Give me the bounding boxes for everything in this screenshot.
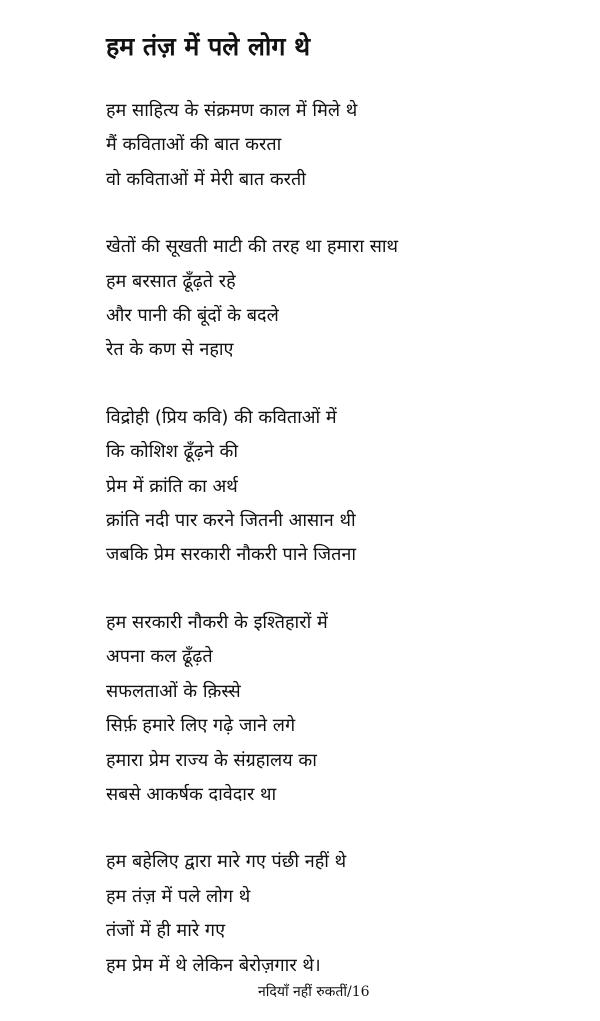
stanza-2: [106, 230, 576, 368]
poem-line: वो कविताओं में मेरी बात करती: [106, 168, 306, 190]
stanza-3: [106, 401, 576, 573]
poem-line: हम बहेलिए द्वारा मारे गए पंछी नहीं थे: [106, 851, 347, 873]
poem-line: कि कोशिश ढूँढ़ने की: [106, 441, 239, 463]
poem-line: सबसे आकर्षक दावेदार था: [106, 783, 277, 805]
poem-body: [106, 94, 576, 1016]
poem-line: अपना कल ढूँढ़ते: [106, 646, 213, 668]
poem-line: प्रेम में क्रांति का अर्थ: [106, 475, 238, 497]
poem-line: रेत के कण से नहाए: [106, 339, 234, 361]
poem-line: हम बरसात ढूँढ़ते रहे: [106, 270, 236, 292]
poem-line: तंजों में ही मारे गए: [106, 920, 226, 942]
page-footer: नदियाँ नहीं रुकतीं/16: [258, 984, 370, 1000]
poem-line: सफलताओं के क़िस्से: [106, 680, 241, 702]
poem-line: विद्रोही (प्रिय कवि) की कविताओं में: [106, 406, 337, 428]
poem-title: हम तंज़ में पले लोग थे: [106, 32, 311, 61]
stanza-5: [106, 845, 576, 983]
stanza-4: [106, 606, 576, 812]
poem-line: हम तंज़ में पले लोग थे: [106, 885, 251, 907]
poem-line: सिर्फ़ हमारे लिए गढ़े जाने लगे: [106, 715, 296, 737]
poem-line: खेतों की सूखती माटी की तरह था हमारा साथ: [106, 236, 399, 258]
poem-line: मैं कविताओं की बात करता: [106, 134, 282, 156]
poem-line: हम साहित्य के संक्रमण काल में मिले थे: [106, 100, 358, 121]
poem-line: जबकि प्रेम सरकारी नौकरी पाने जितना: [106, 544, 357, 566]
poem-line: हमारा प्रेम राज्य के संग्रहालय का: [106, 749, 317, 771]
stanza-1: [106, 94, 576, 197]
poem-line: हम प्रेम में थे लेकिन बेरोज़गार थे।: [106, 954, 321, 976]
poem-line: हम सरकारी नौकरी के इश्तिहारों में: [106, 611, 328, 633]
poem-line: और पानी की बूंदों के बदले: [106, 305, 279, 327]
poem-line: क्रांति नदी पार करने जितनी आसान थी: [106, 510, 356, 532]
